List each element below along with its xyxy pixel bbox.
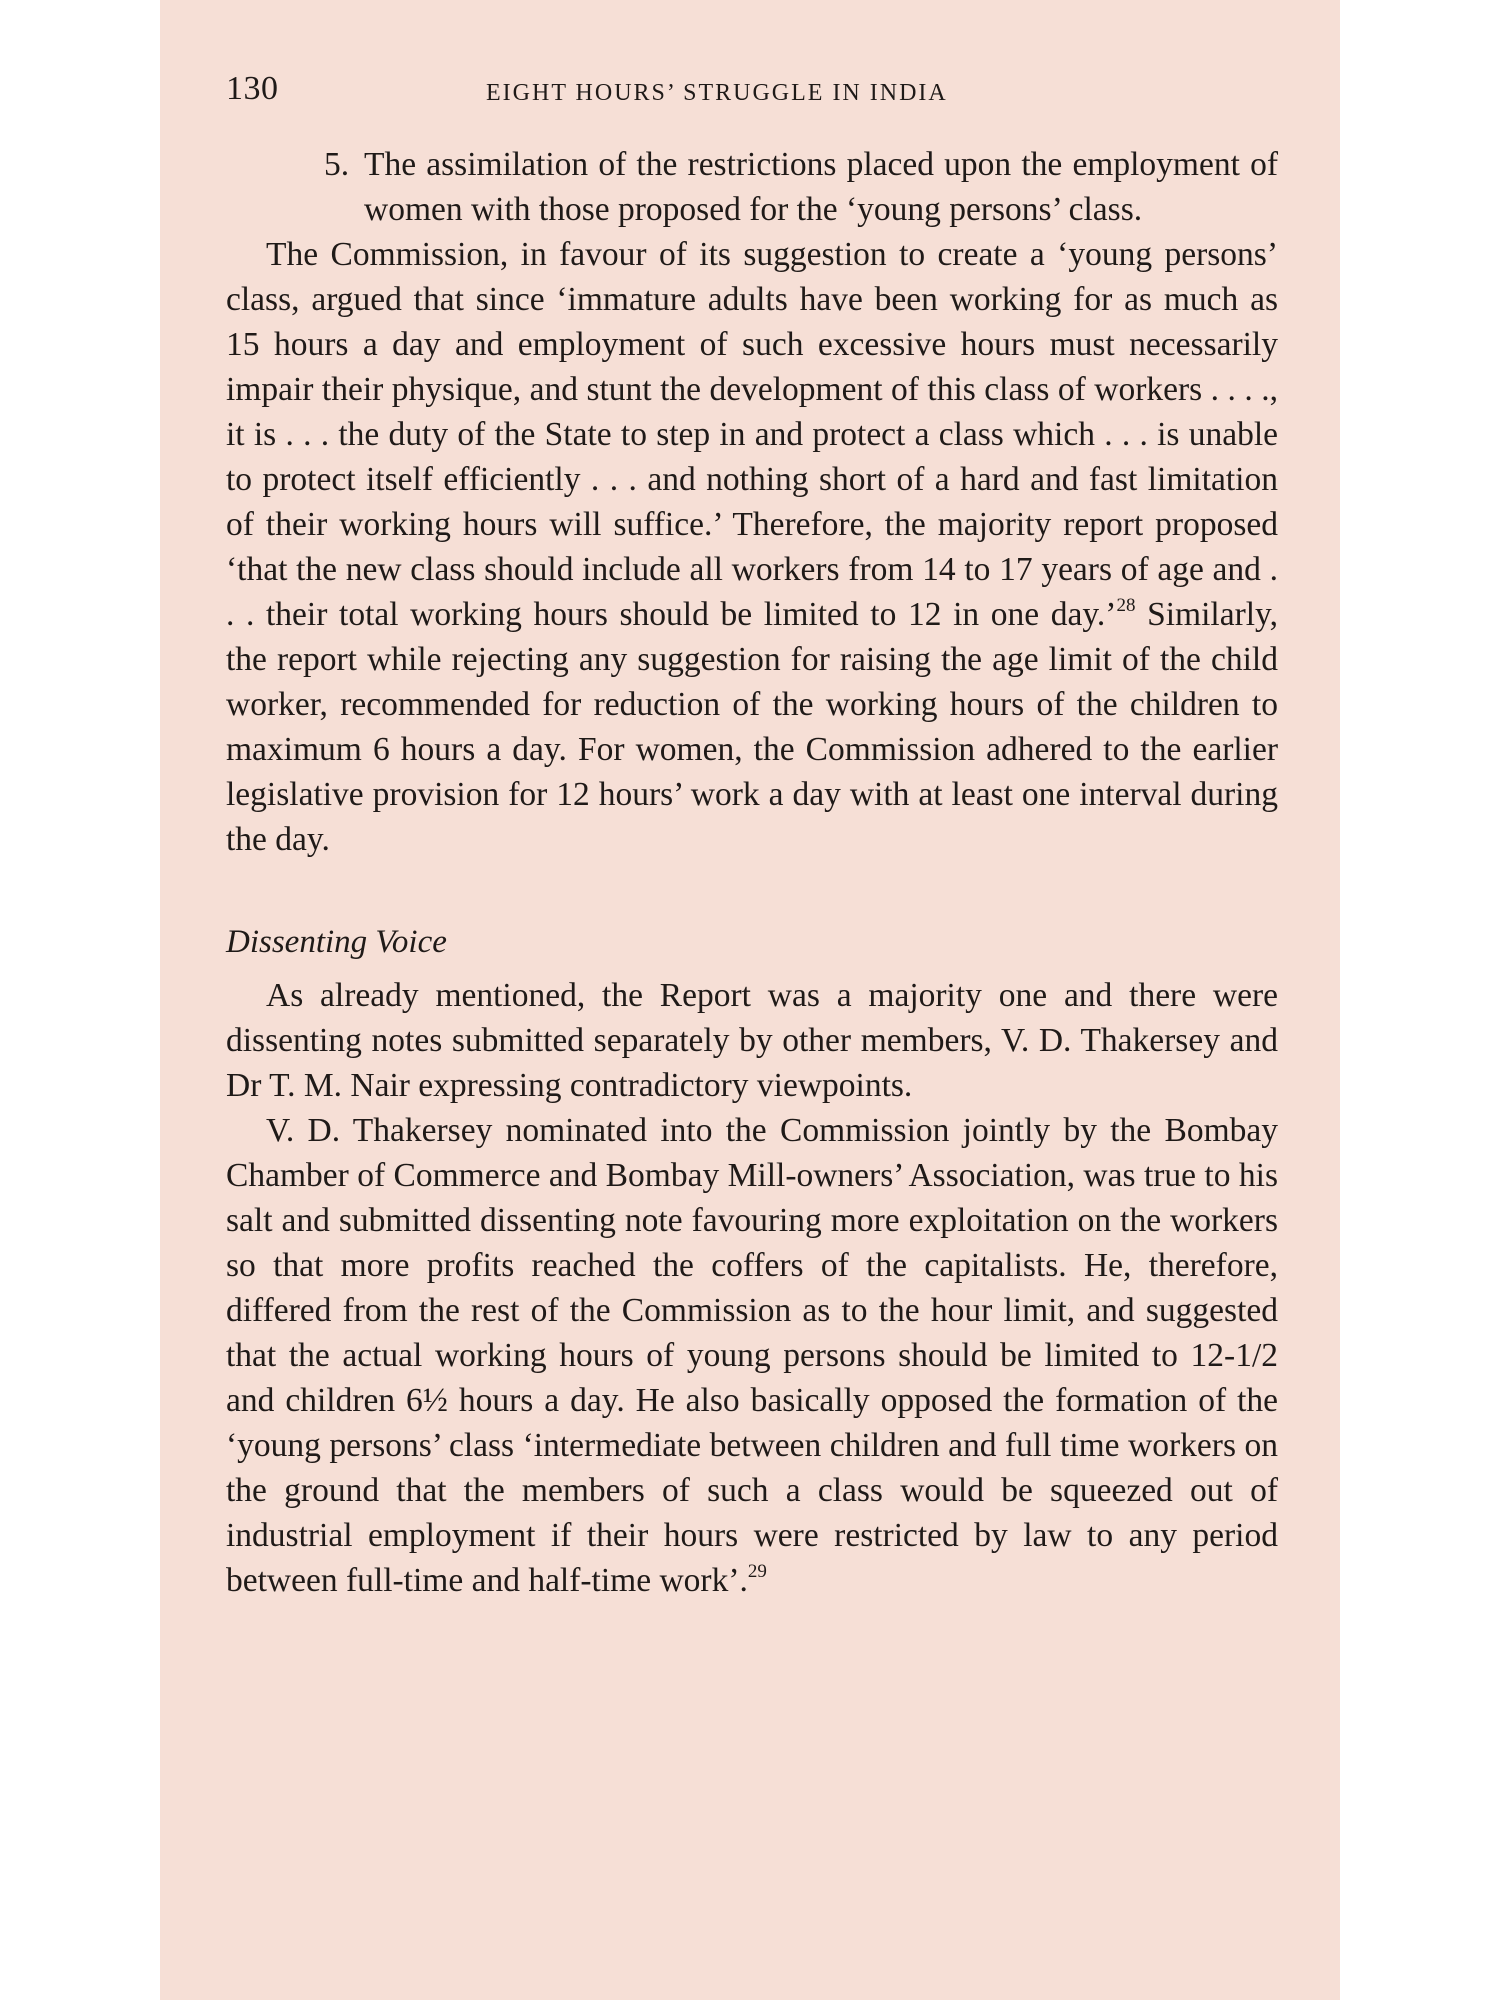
paragraph-dissent [226, 973, 1278, 1108]
running-head [226, 70, 1278, 116]
paragraph-commission [226, 232, 1278, 862]
paragraph-text: The Commission, in favour of its suggestion to create a ‘young persons’ class, argued that since ‘immature adults have been working for as much as 15 hours a day and employment of such excessive hours must necessarily impair their physique, and stunt the development of this class of workers . . . ., it is . . . the duty of the State to step in and protect a class which . . . is unable to protect itself efficiently . . . and nothing short of a hard and fast limitation of their working hours will suffice.’ Therefore, the majority report proposed ‘that the new class should include all workers from 14 to 17 years of age and . . . their total working hours should be limited to 12 in one day.’ [226, 236, 1278, 633]
body-text [226, 142, 1278, 1603]
paragraph-text-continued: Similarly, the report while rejecting any suggestion for raising the age limit of the child worker, recommended for reduction of the working hours of the children to maximum 6 hours a day. For women, the Commission adhered to the earlier legislative provision for 12 hours’ work a day with at least one interval during the day. [226, 596, 1278, 858]
list-item-number: 5. [324, 146, 350, 183]
footnote-ref-28: 28 [1116, 595, 1136, 616]
paragraph-text: V. D. Thakersey nominated into the Commission jointly by the Bombay Chamber of Commerce and Bombay Mill-owners’ Association, was true to his salt and submitted dissenting note favouring more exploitation on the workers so that more profits reached the coffers of the capitalists. He, therefore, differed from the rest of the Commission as to the hour limit, and suggested that the actual working hours of young persons should be limited to 12-1/2 and children 6½ hours a day. He also basically opposed the formation of the ‘young persons’ class ‘intermediate between children and full time workers on the ground that the members of such a class would be squeezed out of industrial employment if their hours were restricted by law to any period between full-time and half-time work’. [226, 1112, 1278, 1599]
list-item-text: The assimilation of the restrictions placed upon the employment of women with those proposed for the ‘young persons’ class. [364, 146, 1278, 228]
paragraph-text: As already mentioned, the Report was a majority one and there were dissenting notes submitted separately by other members, V. D. Thakersey and Dr T. M. Nair expressing contradictory viewpoints. [226, 977, 1278, 1104]
paragraph-thakersey [226, 1108, 1278, 1603]
book-page [160, 0, 1340, 2000]
running-title: EIGHT HOURS’ STRUGGLE IN INDIA [486, 80, 948, 106]
list-item [226, 142, 1278, 232]
footnote-ref-29: 29 [747, 1561, 767, 1582]
page-number: 130 [226, 70, 279, 107]
section-heading: Dissenting Voice [226, 924, 447, 960]
